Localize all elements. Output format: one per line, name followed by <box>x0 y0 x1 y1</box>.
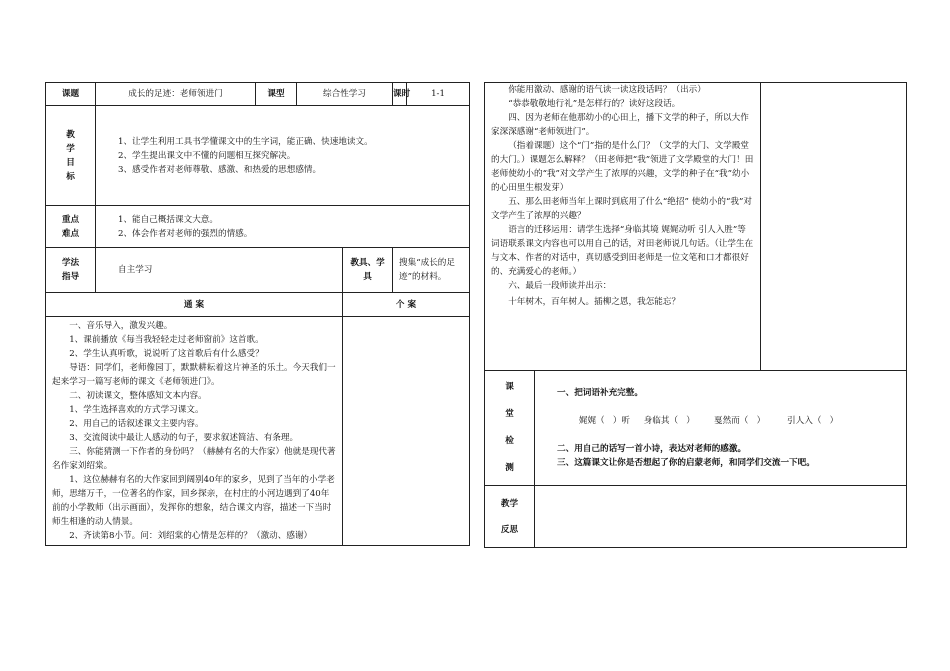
topic-label: 课题 <box>46 83 96 106</box>
plan-paragraph: 十年树木，百年树人。插柳之恩，我怎能忘？ <box>508 297 681 307</box>
plan-paragraph: 你能用激动、感谢的语气读一读这段话吗？（出示） <box>508 85 706 95</box>
test-question: 三、这篇课文让你是否想起了你的启蒙老师，和同学们交流一下吧。 <box>557 458 815 468</box>
individual-plan-header: 个 案 <box>343 293 470 317</box>
key-label: 重点 难点 <box>46 206 96 248</box>
plan-paragraph: 五、那么田老师当年上课时到底用了什么“绝招” 使幼小的“我”对文学产生了浓厚的兴趣？ <box>491 197 752 221</box>
hours-value: 1-1 <box>407 83 470 106</box>
common-plan-header: 通 案 <box>46 293 343 317</box>
type-value: 综合性学习 <box>297 83 393 106</box>
plan-paragraph: 1、这位赫赫有名的大作家回到阔别40年的家乡，见到了当年的小学老师，思绪万千，一位著名的作家，回乡探亲，在村庄的小河边遇到了40年前的小学教师（出示画面），发挥你的想象，结合课文内容，描述一下当时师生相逢的动人情景。 <box>52 475 335 527</box>
hours-label: 课时 <box>393 83 407 106</box>
goal-item: 1、让学生利用工具书学懂课文中的生字词，能正确、快速地读文。 <box>118 136 373 147</box>
test-question: 二、用自己的话写一首小诗，表达对老师的感激。 <box>557 444 747 454</box>
reflection-label: 教学 反思 <box>485 486 535 548</box>
plan-paragraph: 一、音乐导入，激发兴趣。 <box>69 321 173 331</box>
plan-continued <box>485 83 761 371</box>
fill-item: 娓娓（ ）听 <box>578 416 631 426</box>
fill-blanks <box>557 400 900 442</box>
tools-value: 搜集“成长的足迹”的材料。 <box>393 248 470 293</box>
reflection-content <box>535 486 907 548</box>
method-label: 学法 指导 <box>46 248 96 293</box>
goal-item: 2、学生提出课文中不懂的问题相互探究解决。 <box>118 150 296 161</box>
plan-paragraph: “恭恭敬敬地行礼”是怎样行的？读好这段话。 <box>508 99 681 109</box>
plan-paragraph: （指着课题）这个“门”指的是什么门？（文学的大门、文学殿堂的大门。）课题怎么解释？（田老师把“我”领进了文学殿堂的大门！田老师使幼小的“我”对文学产生了浓厚的兴趣，文学的种子在“我”幼小的心田里生根发芽） <box>491 141 754 193</box>
plan-paragraph: 2、学生认真听歌，说说听了这首歌后有什么感受？ <box>69 349 264 359</box>
topic-value: 成长的足迹：老师领进门 <box>96 83 256 106</box>
key-item: 1、能自己概括课文大意。 <box>118 214 218 225</box>
classroom-test-label: 课 堂 检 测 <box>485 371 535 486</box>
lesson-plan-right-table <box>484 82 907 548</box>
fill-item: 身临其（ ） <box>643 416 695 426</box>
plan-paragraph: 导语：同学们，老师像园丁，默默耕耘着这片神圣的乐土。今天我们一起来学习一篇写老师的课文《老师领进门》。 <box>52 363 336 387</box>
plan-paragraph: 2、用自己的话叙述课文主要内容。 <box>69 419 204 429</box>
lesson-plan-left-table <box>45 82 470 546</box>
plan-paragraph: 2、齐读第8小节。问：刘绍棠的心情是怎样的？（激动、感谢） <box>69 531 313 541</box>
individual-plan-continued <box>761 83 907 371</box>
test-question: 一、把词语补充完整。 <box>557 388 643 398</box>
method-value: 自主学习 <box>96 248 343 293</box>
goals-label: 教 学 目 标 <box>46 106 96 206</box>
plan-paragraph: 六、最后一段师读并出示： <box>508 281 612 291</box>
key-item: 2、体会作者对老师的强烈的情感。 <box>118 228 253 239</box>
individual-plan-content <box>343 317 470 546</box>
plan-paragraph: 1、课前播放《每当我轻轻走过老师窗前》这首歌。 <box>69 335 264 345</box>
plan-paragraph: 1、学生选择喜欢的方式学习课文。 <box>69 405 204 415</box>
plan-paragraph: 三、你能猜测一下作者的身份吗？（赫赫有名的大作家）他就是现代著名作家刘绍棠。 <box>52 447 336 471</box>
plan-paragraph: 四、因为老师在他那幼小的心田上，播下文学的种子，所以大作家深深感谢“老师领进门”。 <box>491 113 749 137</box>
type-label: 课型 <box>256 83 297 106</box>
plan-paragraph: 二、初读课文，整体感知文本内容。 <box>69 391 207 401</box>
fill-item: 戛然而（ ） <box>714 416 766 426</box>
key-content <box>96 206 470 248</box>
goal-item: 3、感受作者对老师尊敬、感激、和热爱的思想感情。 <box>118 164 322 175</box>
plan-paragraph: 3、交流阅读中最让人感动的句子，要求叙述简洁、有条理。 <box>69 433 299 443</box>
fill-item: 引人入（ ） <box>787 416 839 426</box>
plan-paragraph: 语言的迁移运用：请学生选择“身临其境 娓娓动听 引人入胜”等词语联系课文内容也可以用自己的话，对田老师说几句话。（让学生在与文本、作者的对话中，真切感受到田老师是一位文笔和口才都很好的、充满爱心的老师。） <box>491 225 754 277</box>
goals-content <box>96 106 470 206</box>
common-plan-content <box>46 317 343 546</box>
tools-label: 教具、学 具 <box>343 248 393 293</box>
classroom-test-content <box>535 371 907 486</box>
